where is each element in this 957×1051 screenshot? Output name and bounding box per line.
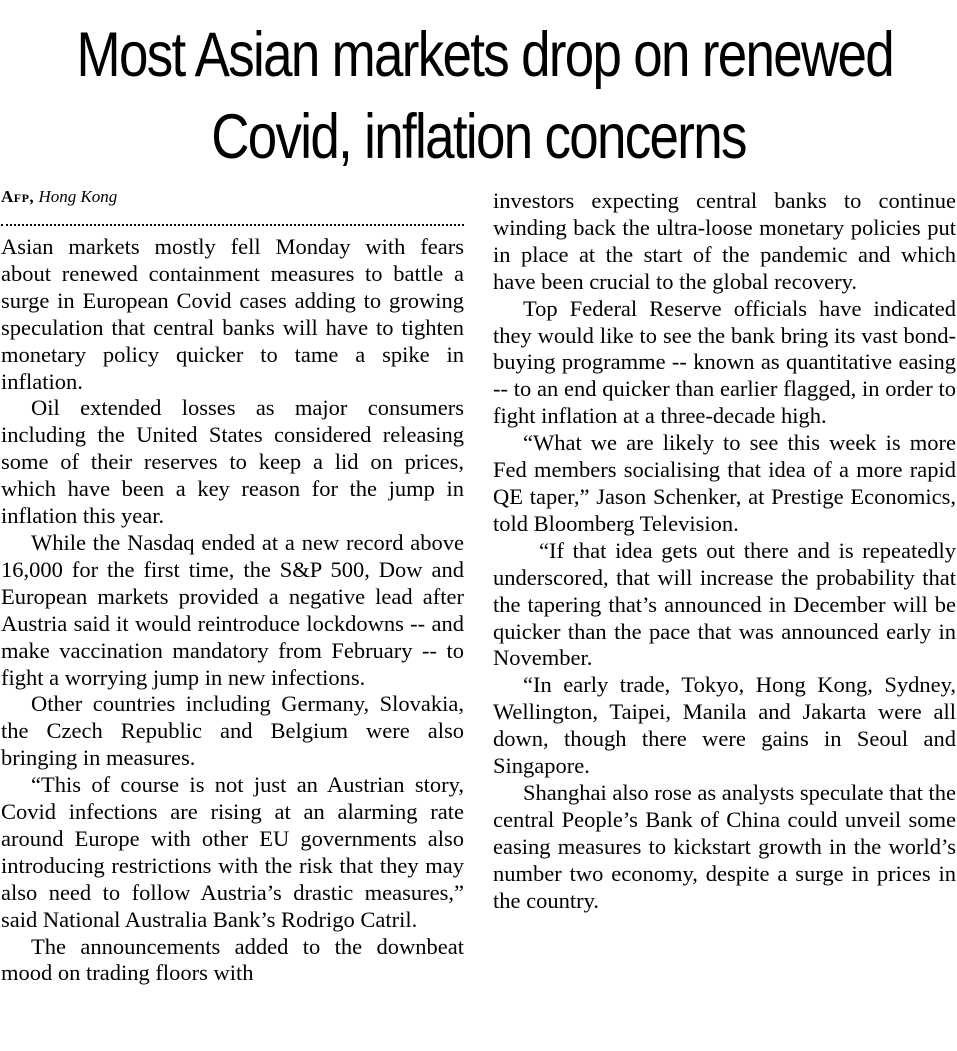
paragraph: Asian markets mostly fell Monday with fears about renewed containment measures to battle a surge in European Covid cases adding to growing speculation that central banks will have to tighten monetary policy quicker to tame a spike in inflation. <box>1 234 464 394</box>
headline-line-1: Most Asian markets drop on renewed <box>76 20 894 90</box>
paragraph: investors expecting central banks to continue winding back the ultra-loose monetary policies put in place at the start of the pandemic and which have been crucial to the global recovery. <box>493 188 956 294</box>
paragraph: “What we are likely to see this week is more Fed members socialising that idea of a more rapid QE taper,” Jason Schenker, at Prestige Economics, told Bloomberg Television. <box>493 430 956 536</box>
paragraph: “In early trade, Tokyo, Hong Kong, Sydney, Wellington, Taipei, Manila and Jakarta were all down, though there were gains in Seoul and Singapore. <box>493 672 956 779</box>
headline-line-2: Covid, inflation concerns <box>211 102 746 172</box>
paragraph: Oil extended losses as major consumers including the United States considered releasing some of their reserves to keep a lid on prices, which have been a key reason for the jump in inflation this year. <box>1 395 464 529</box>
article-headline <box>76 14 894 178</box>
byline-divider <box>1 224 464 226</box>
paragraph: “This of course is not just an Austrian story, Covid infections are rising at an alarming rate around Europe with other EU governments also introducing restrictions with the risk that they may also need to follow Austria’s drastic measures,” said National Australia Bank’s Rodrigo Catril. <box>1 772 464 932</box>
paragraph: “If that idea gets out there and is repeatedly underscored, that will increase the probability that the tapering that’s announced in December will be quicker than the pace that was announced early in November. <box>493 537 956 671</box>
article-column-right <box>493 188 956 914</box>
byline-place: Hong Kong <box>38 187 118 206</box>
article-column-left <box>1 186 464 987</box>
paragraph: Shanghai also rose as analysts speculate that the central People’s Bank of China could unveil some easing measures to kickstart growth in the world’s number two economy, despite a surge in prices in the country. <box>493 779 957 913</box>
paragraph: Top Federal Reserve officials have indicated they would like to see the bank bring its vast bond-buying programme -- known as quantitative easing -- to an end quicker than earlier flagged, in order to fight inflation at a three-decade high. <box>493 295 956 429</box>
paragraph: Other countries including Germany, Slovakia, the Czech Republic and Belgium were also bringing in measures. <box>1 691 464 771</box>
paragraph: The announcements added to the downbeat mood on trading floors with <box>1 933 464 986</box>
byline <box>1 186 464 210</box>
byline-agency: Afp, <box>1 187 35 206</box>
paragraph: While the Nasdaq ended at a new record above 16,000 for the first time, the S&P 500, Dow and European markets provided a negative lead after Austria said it would reintroduce lockdowns -- and make vaccination mandatory from February -- to fight a worrying jump in new infections. <box>1 529 464 690</box>
